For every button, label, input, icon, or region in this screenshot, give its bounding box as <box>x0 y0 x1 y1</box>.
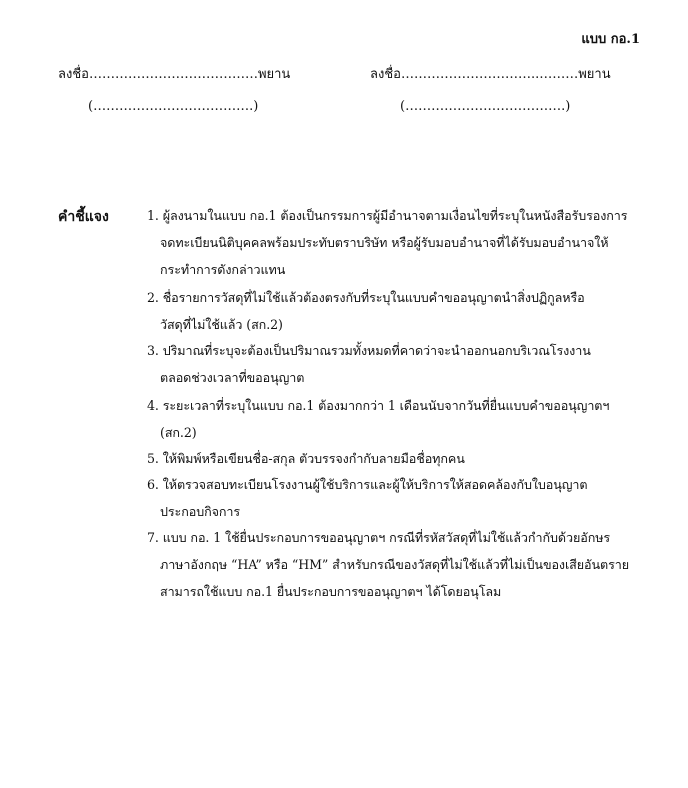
witness-2-signature-line: ลงชื่อ…………………………..………พยาน <box>370 67 611 82</box>
instruction-7-line-1: 7. แบบ กอ. 1 ใช้ยื่นประกอบการขออนุญาตฯ กรณีที่รหัสวัสดุที่ไม่ใช้แล้วกำกับด้วยอักษร <box>147 530 611 545</box>
instruction-2-line-2: วัสดุที่ไม่ใช้แล้ว (สก.2) <box>160 317 283 332</box>
instruction-2-line-1: 2. ชื่อรายการวัสดุที่ไม่ใช้แล้วต้องตรงกับที่ระบุในแบบคำขออนุญาตนำสิ่งปฏิกูลหรือ <box>147 290 585 305</box>
instruction-1-line-3: กระทำการดังกล่าวแทน <box>160 262 286 277</box>
instruction-6-line-2: ประกอบกิจการ <box>160 504 241 519</box>
instruction-5-line-1: 5. ให้พิมพ์หรือเขียนชื่อ-สกุล ตัวบรรจงกำกับลายมือชื่อทุกคน <box>147 451 465 466</box>
instructions-heading: คำชี้แจง <box>58 209 109 225</box>
instruction-7-line-2: ภาษาอังกฤษ “HA” หรือ “HM” สำหรับกรณีของวัสดุที่ไม่ใช้แล้วที่ไม่เป็นของเสียอันตราย <box>160 557 630 572</box>
instruction-4-line-2: (สก.2) <box>160 425 197 440</box>
instruction-1-line-2: จดทะเบียนนิติบุคคลพร้อมประทับตราบริษัท หรือผู้รับมอบอำนาจที่ได้รับมอบอำนาจให้ <box>160 235 609 250</box>
witness-1-signature-line: ลงชื่อ…………………………………พยาน <box>58 67 291 82</box>
instruction-3-line-2: ตลอดช่วงเวลาที่ขออนุญาต <box>160 370 305 385</box>
instruction-3-line-1: 3. ปริมาณที่ระบุจะต้องเป็นปริมาณรวมทั้งหมดที่คาดว่าจะนำออกนอกบริเวณโรงงาน <box>147 343 591 358</box>
instruction-1-line-1: 1. ผู้ลงนามในแบบ กอ.1 ต้องเป็นกรรมการผู้มีอำนาจตามเงื่อนไขที่ระบุในหนังสือรับรองการ <box>147 208 628 223</box>
form-code: แบบ กอ.1 <box>581 32 640 47</box>
instruction-4-line-1: 4. ระยะเวลาที่ระบุในแบบ กอ.1 ต้องมากกว่า 1 เดือนนับจากวันที่ยื่นแบบคำขออนุญาตฯ <box>147 398 610 413</box>
witness-1-name-line: (……………………………….) <box>88 99 259 114</box>
instruction-6-line-1: 6. ให้ตรวจสอบทะเบียนโรงงานผู้ใช้บริการและผู้ให้บริการให้สอดคล้องกับใบอนุญาต <box>147 477 588 492</box>
instruction-7-line-3: สามารถใช้แบบ กอ.1 ยื่นประกอบการขออนุญาตฯ ได้โดยอนุโลม <box>160 584 502 599</box>
witness-2-name-line: (……………………………….) <box>400 99 571 114</box>
